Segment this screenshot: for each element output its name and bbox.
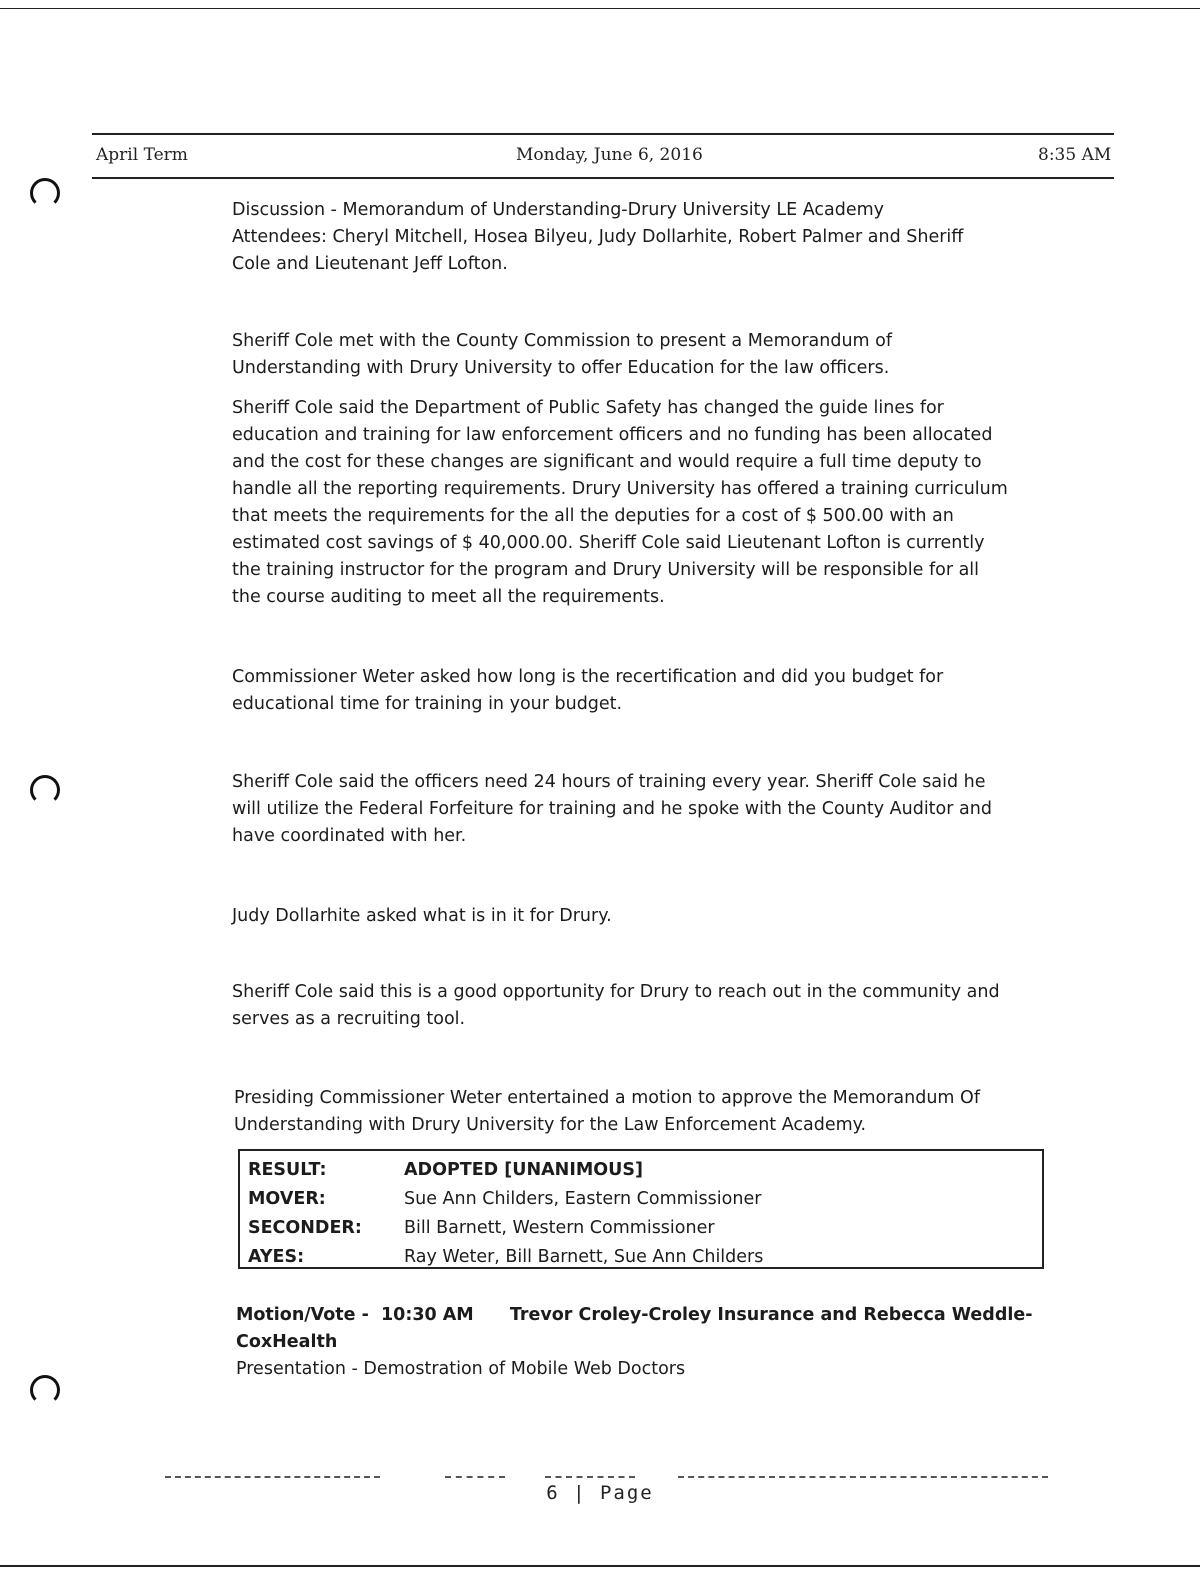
paragraph <box>234 1085 1054 1139</box>
motion-title: Trevor Croley-Croley Insurance and Rebecca Weddle- <box>509 1305 1033 1325</box>
punch-hole-middle <box>30 775 60 805</box>
paragraph <box>232 903 1052 930</box>
page-number: 6 | Page <box>546 1482 654 1504</box>
footer-rule <box>545 1476 635 1478</box>
ayes-label: AYES: <box>248 1246 305 1267</box>
footer-rule <box>165 1476 380 1478</box>
text-line: Presiding Commissioner Weter entertained a motion to approve the Memorandum Of <box>234 1088 980 1108</box>
text-line: Understanding with Drury University for the Law Enforcement Academy. <box>234 1115 867 1135</box>
mover-label: MOVER: <box>248 1188 326 1209</box>
text-line: that meets the requirements for the all the deputies for a cost of $ 500.00 with an <box>232 506 954 526</box>
motion-title-cont: CoxHealth <box>236 1332 338 1352</box>
text-line: handle all the reporting requirements. Drury University has offered a training curriculum <box>232 479 1008 499</box>
result-value: ADOPTED [UNANIMOUS] <box>404 1159 643 1180</box>
ayes-value: Ray Weter, Bill Barnett, Sue Ann Childers <box>404 1246 764 1267</box>
header-term: April Term <box>96 145 188 165</box>
text-line: Understanding with Drury University to offer Education for the law officers. <box>232 358 890 378</box>
mover-value: Sue Ann Childers, Eastern Commissioner <box>404 1188 762 1209</box>
vote-row-seconder <box>248 1213 1034 1242</box>
text-line: serves as a recruiting tool. <box>232 1009 466 1029</box>
text-line: will utilize the Federal Forfeiture for training and he spoke with the County Auditor and <box>232 799 992 819</box>
vote-row-mover <box>248 1184 1034 1213</box>
text-line: Commissioner Weter asked how long is the recertification and did you budget for <box>232 667 944 687</box>
result-label: RESULT: <box>248 1159 327 1180</box>
seconder-label: SECONDER: <box>248 1217 362 1238</box>
text-line: Sheriff Cole met with the County Commission to present a Memorandum of <box>232 331 893 351</box>
footer-rule <box>445 1476 505 1478</box>
discussion-block <box>232 197 1052 278</box>
header-time: 8:35 AM <box>1038 145 1112 165</box>
text-line: Sheriff Cole said the officers need 24 hours of training every year. Sheriff Cole said he <box>232 772 986 792</box>
presentation-line: Presentation - Demostration of Mobile Web Doctors <box>236 1359 686 1379</box>
vote-row-ayes <box>248 1242 1034 1271</box>
text-line: and the cost for these changes are significant and would require a full time deputy to <box>232 452 982 472</box>
vote-result-table <box>238 1149 1044 1269</box>
header-rule-top <box>92 133 1114 135</box>
bottom-scan-border <box>0 1565 1200 1567</box>
motion-heading <box>236 1302 1056 1329</box>
header-rule-bottom <box>92 177 1114 179</box>
discussion-title: Discussion - Memorandum of Understanding-Drury University LE Academy <box>232 200 884 220</box>
punch-hole-top <box>30 178 60 208</box>
text-line: estimated cost savings of $ 40,000.00. Sheriff Cole said Lieutenant Lofton is currently <box>232 533 985 553</box>
paragraph <box>232 395 1052 611</box>
text-line: Judy Dollarhite asked what is in it for Drury. <box>232 906 612 926</box>
text-line: Sheriff Cole said the Department of Public Safety has changed the guide lines for <box>232 398 944 418</box>
paragraph <box>232 769 1052 850</box>
paragraph <box>232 664 1052 718</box>
motion-time: 10:30 AM <box>380 1305 474 1325</box>
footer-rule <box>678 1476 1048 1478</box>
paragraph <box>232 979 1052 1033</box>
text-line: the training instructor for the program and Drury University will be responsible for all <box>232 560 980 580</box>
text-line: Sheriff Cole said this is a good opportunity for Drury to reach out in the community and <box>232 982 1000 1002</box>
attendees-line: Cole and Lieutenant Jeff Lofton. <box>232 254 508 274</box>
seconder-value: Bill Barnett, Western Commissioner <box>404 1217 715 1238</box>
motion-label: Motion/Vote - <box>236 1305 369 1325</box>
text-line: have coordinated with her. <box>232 826 467 846</box>
attendees-line: Attendees: Cheryl Mitchell, Hosea Bilyeu, Judy Dollarhite, Robert Palmer and Sheriff <box>232 227 964 247</box>
vote-row-result <box>248 1155 1034 1184</box>
text-line: the course auditing to meet all the requirements. <box>232 587 665 607</box>
text-line: education and training for law enforcement officers and no funding has been allocated <box>232 425 993 445</box>
text-line: educational time for training in your budget. <box>232 694 623 714</box>
top-scan-border <box>0 8 1200 9</box>
punch-hole-bottom <box>30 1375 60 1405</box>
header-date: Monday, June 6, 2016 <box>516 145 703 165</box>
paragraph <box>232 328 1052 382</box>
motion-block <box>236 1302 1056 1383</box>
